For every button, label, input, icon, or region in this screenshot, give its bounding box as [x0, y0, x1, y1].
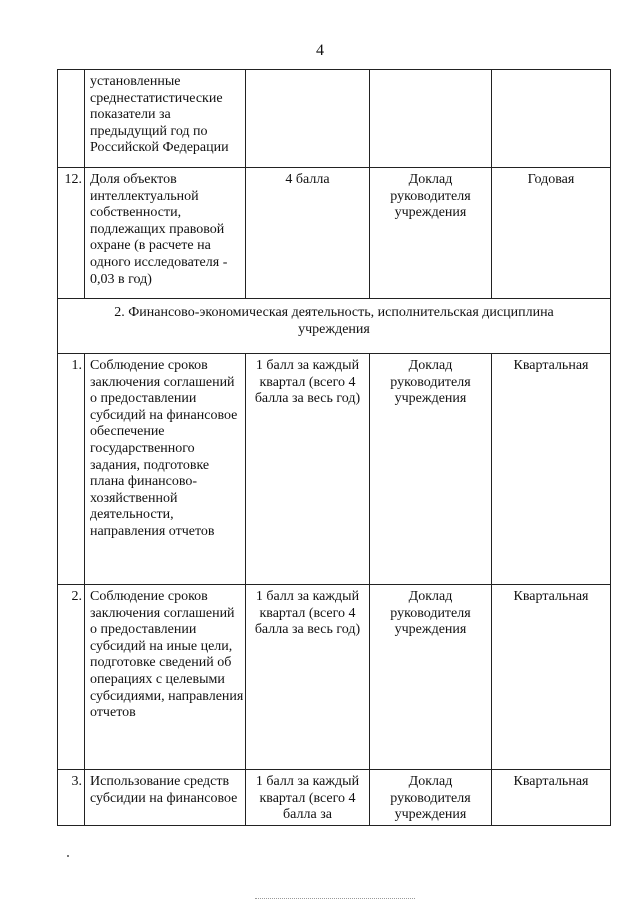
scan-speck — [67, 855, 69, 857]
row-number — [58, 70, 85, 168]
table-row — [58, 354, 611, 585]
score-cell: 1 балл за каждый квартал (всего 4 балла за — [246, 770, 370, 826]
row-number: 2. — [58, 585, 85, 770]
table-row — [58, 585, 611, 770]
report-form-cell: Доклад руководителя учреждения — [370, 770, 492, 826]
table-row — [58, 168, 611, 299]
report-form-cell — [370, 70, 492, 168]
row-number: 1. — [58, 354, 85, 585]
score-cell: 4 балла — [246, 168, 370, 299]
frequency-cell: Квартальная — [492, 770, 611, 826]
indicator-name: установленные среднестатистические показатели за предыдущий год по Российской Федерации — [85, 70, 246, 168]
score-cell: 1 балл за каждый квартал (всего 4 балла за весь год) — [246, 585, 370, 770]
frequency-cell: Квартальная — [492, 354, 611, 585]
section-title: 2. Финансово-экономическая деятельность, исполнительская дисциплина учреждения — [58, 299, 611, 354]
row-number: 12. — [58, 168, 85, 299]
report-form-cell: Доклад руководителя учреждения — [370, 354, 492, 585]
frequency-cell: Квартальная — [492, 585, 611, 770]
indicator-name: Соблюдение сроков заключения соглашений о предоставлении субсидий на финансовое обеспечение государственного задания, подготовке плана финансово-хозяйственной деятельности, направления отчетов — [85, 354, 246, 585]
frequency-cell: Годовая — [492, 168, 611, 299]
indicator-name: Доля объектов интеллектуальной собственности, подлежащих правовой охране (в расчете на одного исследователя - 0,03 в год) — [85, 168, 246, 299]
indicator-name: Соблюдение сроков заключения соглашений о предоставлении субсидий на иные цели, подготовке сведений об операциях с целевыми субсидиями, направления отчетов — [85, 585, 246, 770]
score-cell — [246, 70, 370, 168]
table-row — [58, 770, 611, 826]
criteria-table — [57, 69, 611, 826]
row-number: 3. — [58, 770, 85, 826]
page-number: 4 — [316, 42, 324, 59]
frequency-cell — [492, 70, 611, 168]
table-row — [58, 70, 611, 168]
section-header-row — [58, 299, 611, 354]
report-form-cell: Доклад руководителя учреждения — [370, 585, 492, 770]
scan-artifact-line — [255, 898, 415, 900]
score-cell: 1 балл за каждый квартал (всего 4 балла за весь год) — [246, 354, 370, 585]
report-form-cell: Доклад руководителя учреждения — [370, 168, 492, 299]
indicator-name: Использование средств субсидии на финансовое — [85, 770, 246, 826]
